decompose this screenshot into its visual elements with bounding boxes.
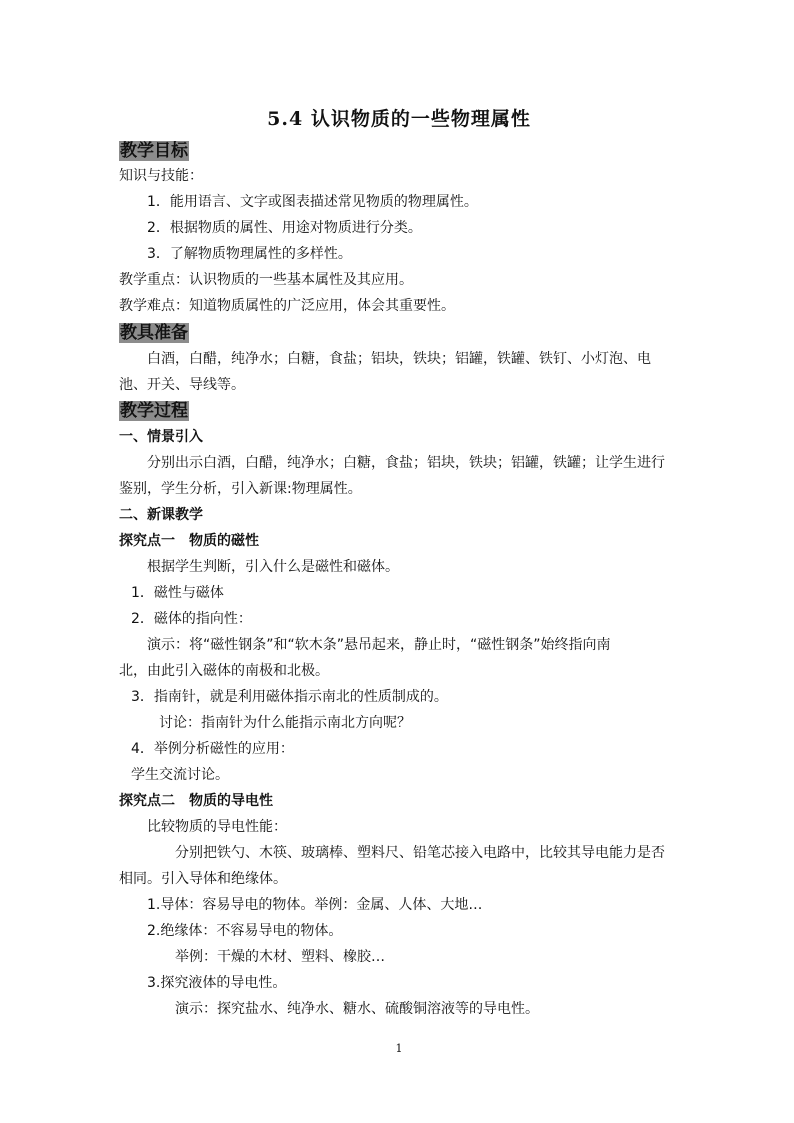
section-heading-process	[119, 400, 189, 422]
point2-example: 举例：干燥的木材、塑料、橡胶…	[175, 949, 385, 965]
goal-item: 3．了解物质物理属性的多样性。	[147, 246, 352, 262]
goal-item: 2．根据物质的属性、用途对物质进行分类。	[147, 220, 422, 236]
intro-text: 鉴别，学生分析，引入新课:物理属性。	[119, 481, 362, 497]
point1-item: 4．举例分析磁性的应用：	[131, 741, 294, 757]
section-heading-materials	[119, 322, 189, 344]
point2-demo: 演示：探究盐水、纯净水、糖水、硫酸铜溶液等的导电性。	[175, 1001, 539, 1017]
knowledge-label: 知识与技能：	[119, 168, 203, 184]
materials-line: 白酒，白醋，纯净水；白糖，食盐；铝块，铁块；铝罐，铁罐、铁钉、小灯泡、电	[147, 351, 651, 367]
point1-student: 学生交流讨论。	[131, 767, 229, 783]
point1-item: 3．指南针，就是利用磁体指示南北的性质制成的。	[131, 689, 448, 705]
key-point: 教学重点：认识物质的一些基本属性及其应用。	[119, 272, 413, 288]
point2-item: 2.绝缘体：不容易导电的物体。	[147, 923, 343, 939]
point2-item: 3.探究液体的导电性。	[147, 975, 287, 991]
difficulty: 教学难点：知道物质属性的广泛应用，体会其重要性。	[119, 298, 455, 314]
page-number: 1	[395, 1042, 403, 1055]
point1-intro: 根据学生判断，引入什么是磁性和磁体。	[147, 559, 399, 575]
point2-heading: 探究点二 物质的导电性	[119, 793, 273, 809]
point2-experiment: 相同。引入导体和绝缘体。	[119, 871, 287, 887]
point2-intro: 比较物质的导电性能：	[147, 819, 287, 835]
point1-demo: 北，由此引入磁体的南极和北极。	[119, 663, 329, 679]
point1-item: 1．磁性与磁体	[131, 585, 224, 601]
heading-highlight: 教学目标	[120, 141, 188, 161]
heading-highlight: 教学过程	[120, 401, 188, 421]
point2-experiment: 分别把铁勺、木筷、玻璃棒、塑料尺、铅笔芯接入电路中，比较其导电能力是否	[175, 845, 665, 861]
intro-text: 分别出示白酒，白醋，纯净水；白糖，食盐；铝块，铁块；铝罐，铁罐；让学生进行	[147, 455, 665, 471]
intro-heading: 一、情景引入	[119, 429, 203, 445]
goal-item: 1．能用语言、文字或图表描述常见物质的物理属性。	[147, 194, 478, 210]
document-title: 5.4 认识物质的一些物理属性	[267, 108, 531, 130]
section-heading-goals	[119, 140, 189, 162]
point1-heading: 探究点一 物质的磁性	[119, 533, 259, 549]
heading-highlight: 教具准备	[120, 323, 188, 343]
point2-item: 1.导体：容易导电的物体。举例：金属、人体、大地…	[147, 897, 483, 913]
point1-item: 2．磁体的指向性：	[131, 611, 252, 627]
new-lesson-heading: 二、新课教学	[119, 507, 203, 523]
materials-line: 池、开关、导线等。	[119, 377, 245, 393]
point1-demo: 演示：将“磁性钢条”和“软木条”悬吊起来，静止时，“磁性钢条”始终指向南	[147, 637, 611, 653]
point1-discussion: 讨论：指南针为什么能指示南北方向呢？	[159, 715, 411, 731]
